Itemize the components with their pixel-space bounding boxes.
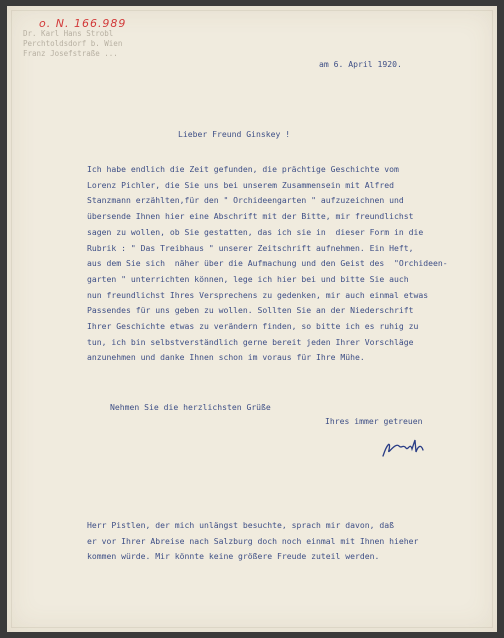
body-line: nun freundlichst Ihres Versprechens zu gedenken, mir auch einmal etwas	[87, 289, 429, 300]
body-line: Rubrik : " Das Treibhaus " unserer Zeitschrift aufnehmen. Ein Heft,	[87, 242, 414, 253]
closing-greeting: Nehmen Sie die herzlichsten Grüße	[110, 402, 271, 412]
salutation: Lieber Freund Ginskey !	[178, 129, 291, 139]
letterhead-line: Dr. Karl Hans Strobl	[23, 29, 114, 38]
body-line: Passendes für uns geben zu wollen. Sollten Sie an der Niederschrift	[87, 305, 414, 316]
ps-line: er vor Ihrer Abreise nach Salzburg doch noch einmal mit Ihnen hieher	[87, 535, 419, 546]
body-line: Lorenz Pichler, die Sie uns bei unserem Zusammensein mit Alfred	[87, 179, 394, 190]
letter-page	[7, 6, 497, 632]
body-line: übersende Ihnen hier eine Abschrift mit der Bitte, mir freundlichst	[87, 211, 414, 222]
postscript	[87, 518, 418, 565]
letterhead	[23, 29, 122, 59]
body-line: Stanzmann erzählten,für den " Orchideengarten " aufzuzeichnen und	[87, 195, 404, 206]
body-line: anzunehmen und danke Ihnen schon im voraus für Ihre Mühe.	[87, 352, 365, 363]
archive-number-stamp: o. N. 166.989	[39, 17, 127, 30]
body-line: aus dem Sie sich näher über die Aufmachung und den Geist des "Orchideen-	[87, 258, 448, 269]
body-line: tun, ich bin selbstverständlich gerne bereit jeden Ihrer Vorschläge	[87, 336, 414, 347]
ps-line: kommen würde. Mir könnte keine größere Freude zuteil werden.	[87, 551, 380, 561]
handwritten-signature	[377, 436, 437, 461]
letterhead-line: Perchtoldsdorf b. Wien	[23, 39, 123, 48]
body-line: Ich habe endlich die Zeit gefunden, die prächtige Geschichte vom	[87, 164, 399, 174]
body-line: garten " unterrichten können, lege ich hier bei und bitte Sie auch	[87, 273, 409, 284]
letter-body	[87, 162, 448, 366]
letter-date: am 6. April 1920.	[319, 59, 402, 69]
ps-line: Herr Pistlen, der mich unlängst besuchte, sprach mir davon, daß	[87, 520, 394, 530]
letterhead-line: Franz Josefstraße ...	[23, 49, 118, 58]
body-line: Ihrer Geschichte etwas zu verändern finden, so bitte ich es ruhig zu	[87, 321, 419, 332]
body-line: sagen zu wollen, ob Sie gestatten, das ich sie in dieser Form in die	[87, 226, 424, 237]
closing-signoff: Ihres immer getreuen	[325, 416, 423, 426]
